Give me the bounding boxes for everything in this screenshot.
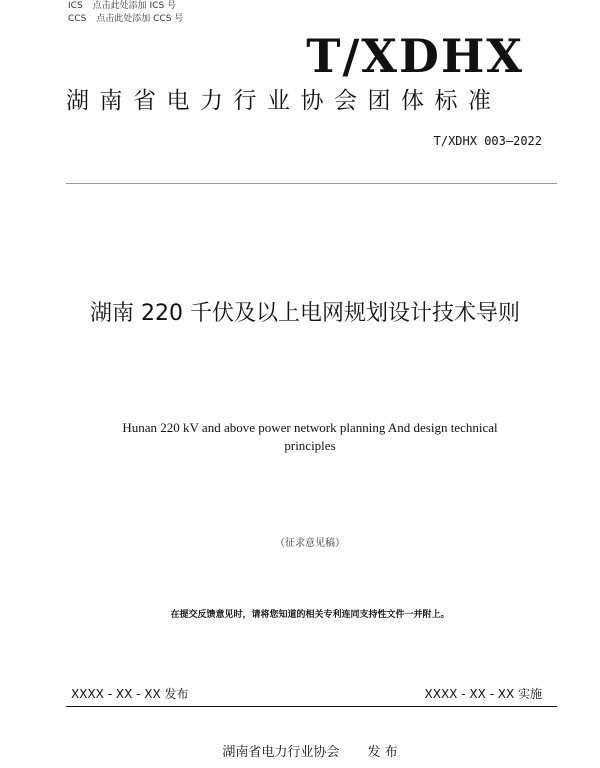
bottom-divider <box>66 706 557 707</box>
publisher-line <box>0 744 600 762</box>
ccs-line <box>68 14 193 25</box>
standard-number: T/XDHX 003—2022 <box>433 134 542 148</box>
implementation-date: XXXX - XX - XX 实施 <box>424 687 542 701</box>
document-title-chinese: 湖南 220 千伏及以上电网规划设计技术导则 <box>90 301 520 326</box>
ics-code: ICS <box>68 1 83 11</box>
ics-placeholder[interactable]: 点击此处添加 ICS 号 <box>92 1 177 11</box>
standard-type-heading: 湖南省电力行业协会团体标准 <box>66 88 502 114</box>
org-code-logo: T/XDHX <box>306 29 524 83</box>
feedback-note: 在提交反馈意见时，请将您知道的相关专利连同支持性文件一并附上。 <box>170 610 450 620</box>
ccs-code: CCS <box>68 14 87 24</box>
publish-action: 发 布 <box>367 745 398 760</box>
draft-status-label: （征求意见稿） <box>275 538 345 549</box>
issue-date: XXXX - XX - XX 发布 <box>71 687 189 701</box>
document-title-english: Hunan 220 kV and above power network planning And design technical principles <box>122 420 498 453</box>
publisher-name: 湖南省电力行业协会 <box>222 745 340 760</box>
top-divider <box>66 183 557 184</box>
ccs-placeholder[interactable]: 点击此处添加 CCS 号 <box>96 14 184 24</box>
ics-line <box>68 1 186 12</box>
